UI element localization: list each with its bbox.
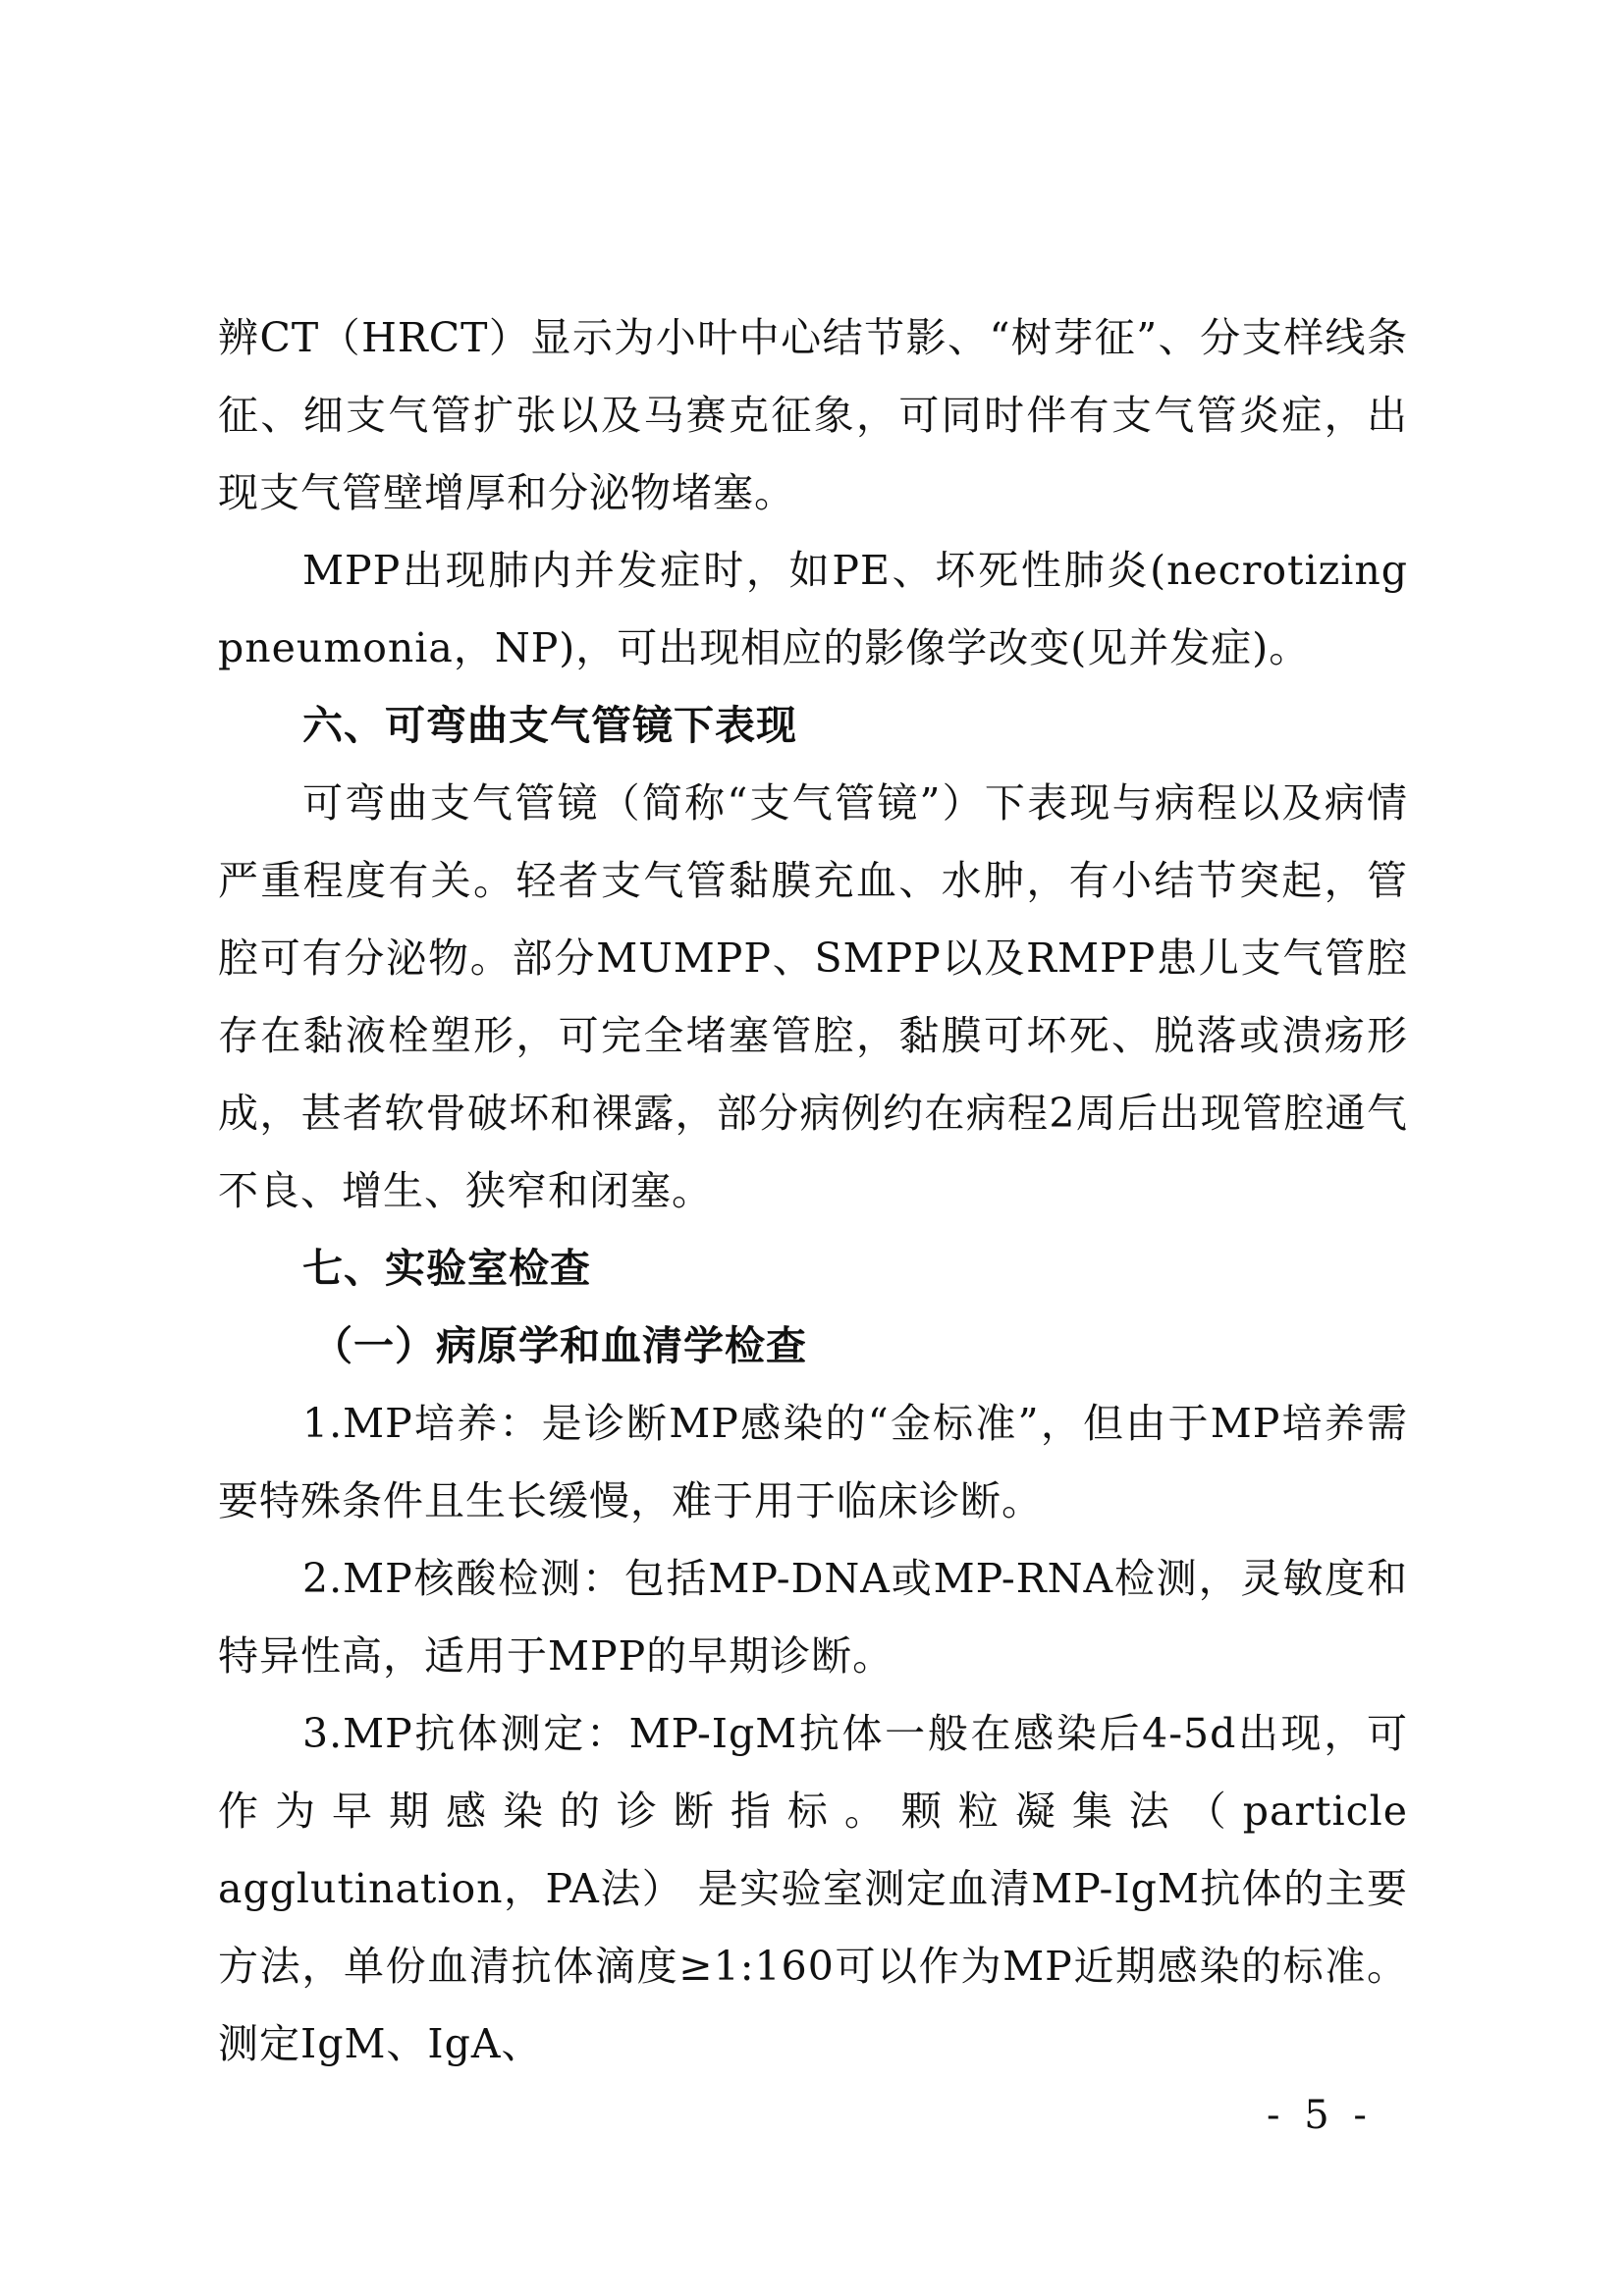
section-heading-laboratory: 七、实验室检查 [302, 1245, 591, 1292]
subsection-heading-pathogen: （一）病原学和血清学检查 [312, 1322, 807, 1369]
list-item-antibody: 3.MP抗体测定：MP-IgM抗体一般在感染后4-5d出现，可作为早期感染的诊断指标。颗粒凝集法（particle agglutination，PA法） 是实验室测定血清MP-IgM抗体的主要方法，单份血清抗体滴度≥1:160可以作为MP近期感染的标准。测定IgM、IgA、 [218, 1710, 1408, 2067]
paragraph-mpp-complications: MPP出现肺内并发症时，如PE、坏死性肺炎(necrotizing pneumonia，NP)，可出现相应的影像学改变(见并发症)。 [218, 547, 1408, 671]
page-number: - 5 - [1267, 2093, 1373, 2138]
page-body [218, 299, 1408, 2083]
list-item-mp-culture: 1.MP培养：是诊断MP感染的“金标准”，但由于MP培养需要特殊条件且生长缓慢，难于用于临床诊断。 [218, 1400, 1408, 1524]
section-heading-bronchoscopy: 六、可弯曲支气管镜下表现 [302, 702, 797, 749]
paragraph-hrct-findings: 辨CT（HRCT）显示为小叶中心结节影、“树芽征”、分支样线条征、细支气管扩张以及马赛克征象，可同时伴有支气管炎症，出现支气管壁增厚和分泌物堵塞。 [218, 314, 1408, 516]
list-item-nucleic-acid: 2.MP核酸检测：包括MP-DNA或MP-RNA检测，灵敏度和特异性高，适用于MPP的早期诊断。 [218, 1555, 1408, 1680]
paragraph-bronchoscopy: 可弯曲支气管镜（简称“支气管镜”）下表现与病程以及病情严重程度有关。轻者支气管黏膜充血、水肿，有小结节突起，管腔可有分泌物。部分MUMPP、SMPP以及RMPP患儿支气管腔存在黏液栓塑形，可完全堵塞管腔，黏膜可坏死、脱落或溃疡形成，甚者软骨破坏和裸露，部分病例约在病程2周后出现管腔通气不良、增生、狭窄和闭塞。 [218, 779, 1408, 1214]
